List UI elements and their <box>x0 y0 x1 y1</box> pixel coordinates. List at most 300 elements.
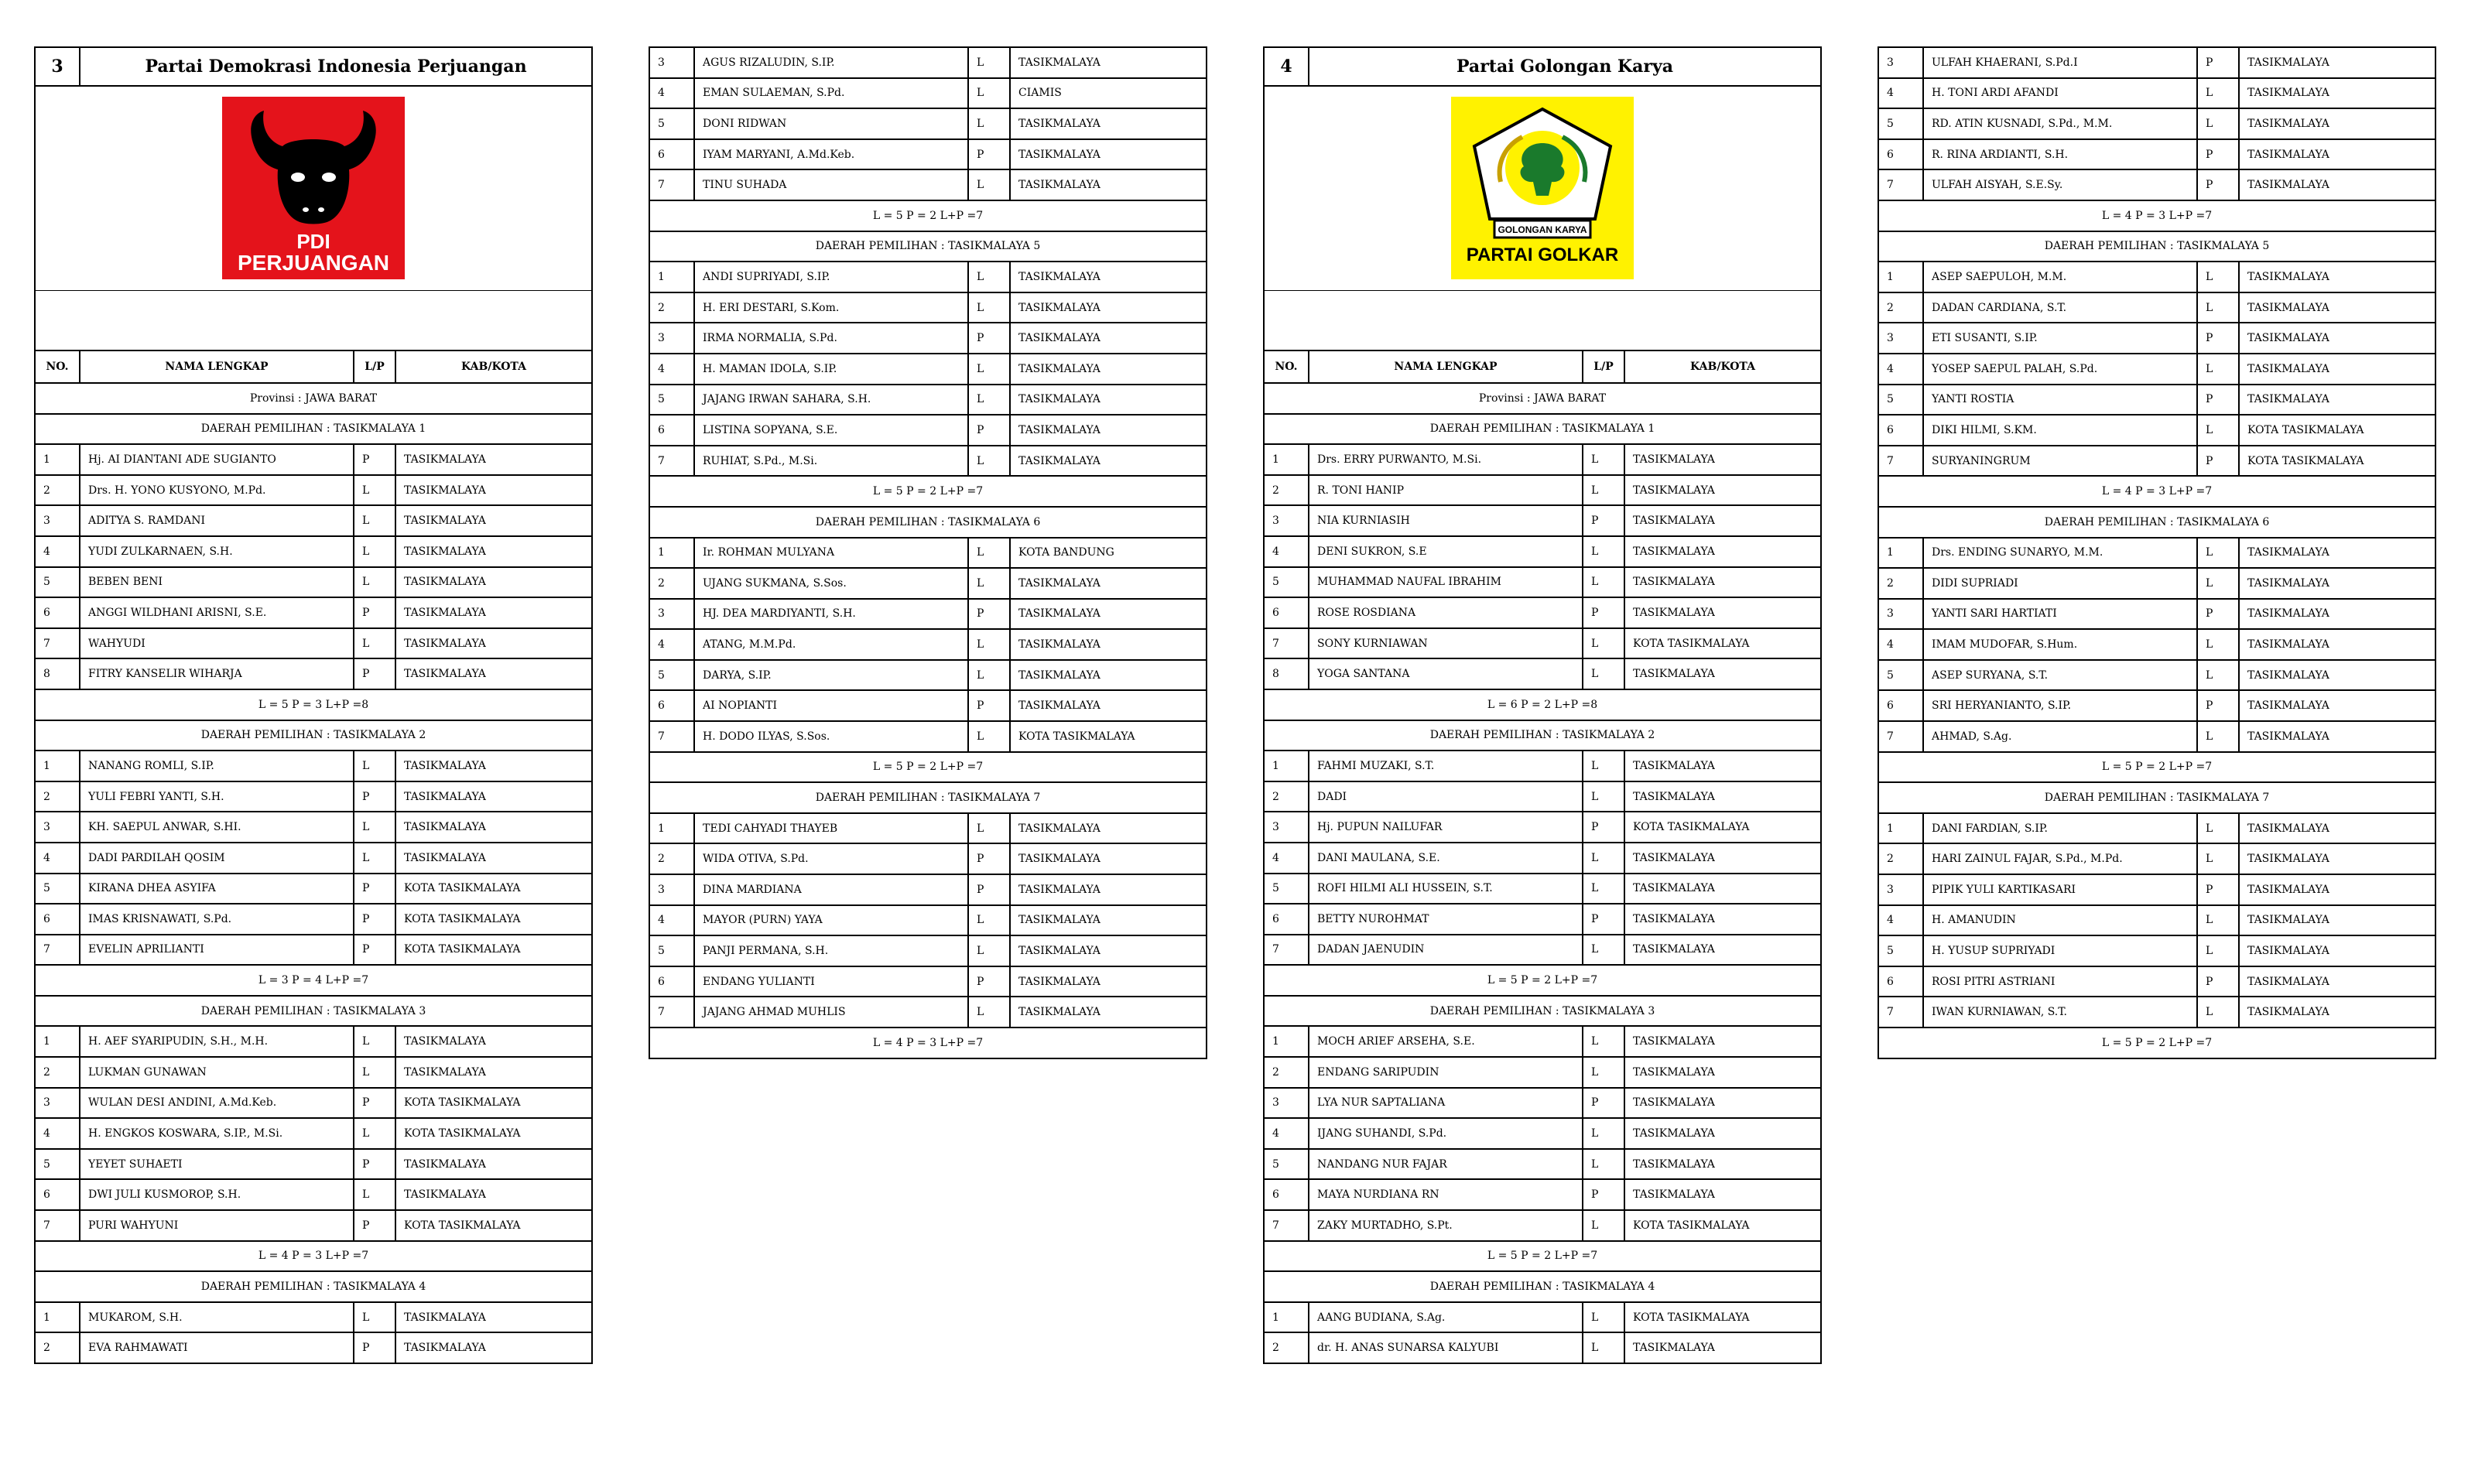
candidate-gender: P <box>1583 812 1624 843</box>
candidate-gender: P <box>968 139 1010 170</box>
candidate-gender: L <box>354 475 395 506</box>
candidate-region: KOTA TASIKMALAYA <box>395 1118 592 1149</box>
candidate-region: KOTA TASIKMALAYA <box>1624 628 1821 659</box>
candidate-number: 1 <box>1264 1302 1309 1333</box>
candidate-gender: P <box>1583 597 1624 628</box>
candidate-number: 2 <box>649 568 694 599</box>
candidate-region: TASIKMALAYA <box>395 781 592 812</box>
section-row <box>35 965 592 996</box>
candidate-gender: L <box>1583 1057 1624 1088</box>
candidate-name: DWI JULI KUSMOROP, S.H. <box>80 1179 354 1210</box>
candidate-gender: L <box>968 108 1010 139</box>
table-row <box>35 843 592 874</box>
candidate-name: DANI MAULANA, S.E. <box>1309 843 1583 874</box>
candidate-table <box>649 46 1207 1059</box>
candidate-number: 4 <box>649 354 694 385</box>
candidate-region: TASIKMALAYA <box>1010 660 1207 691</box>
candidate-region: TASIKMALAYA <box>1010 935 1207 966</box>
candidate-gender: L <box>1583 1210 1624 1241</box>
candidate-region: TASIKMALAYA <box>395 505 592 536</box>
section-label: DAERAH PEMILIHAN : TASIKMALAYA 2 <box>35 720 592 751</box>
candidate-gender: P <box>354 1210 395 1241</box>
candidate-number: 2 <box>35 475 80 506</box>
table-row <box>1264 1118 1821 1149</box>
candidate-number: 7 <box>35 628 80 659</box>
table-row <box>1878 568 2435 599</box>
candidate-gender: L <box>2197 78 2239 109</box>
candidate-region: TASIKMALAYA <box>2239 169 2435 200</box>
candidate-gender: P <box>968 843 1010 874</box>
table-row <box>649 139 1207 170</box>
candidate-gender: L <box>2197 905 2239 936</box>
candidate-number: 7 <box>35 935 80 966</box>
party-number: 3 <box>35 47 80 86</box>
candidate-region: TASIKMALAYA <box>2239 78 2435 109</box>
section-row <box>649 507 1207 538</box>
column-header: NAMA LENGKAP <box>1309 350 1583 383</box>
section-row <box>1264 996 1821 1027</box>
table-row <box>35 812 592 843</box>
candidate-number: 5 <box>35 1149 80 1180</box>
candidate-name: SONY KURNIAWAN <box>1309 628 1583 659</box>
table-row <box>35 751 592 781</box>
candidate-number: 3 <box>1878 874 1923 905</box>
candidate-region: KOTA TASIKMALAYA <box>395 874 592 904</box>
candidate-gender: P <box>354 1149 395 1180</box>
candidate-gender: L <box>968 568 1010 599</box>
candidate-number: 6 <box>1264 904 1309 935</box>
candidate-name: HJ. DEA MARDIYANTI, S.H. <box>694 599 968 630</box>
table-row <box>35 505 592 536</box>
candidate-name: LUKMAN GUNAWAN <box>80 1057 354 1088</box>
candidate-gender: L <box>1583 444 1624 475</box>
candidate-name: IYAM MARYANI, A.Md.Keb. <box>694 139 968 170</box>
section-row <box>1878 507 2435 538</box>
candidate-name: DIDI SUPRIADI <box>1923 568 2197 599</box>
candidate-gender: P <box>968 874 1010 905</box>
candidate-name: YEYET SUHAETI <box>80 1149 354 1180</box>
candidate-gender: L <box>968 997 1010 1028</box>
candidate-region: KOTA TASIKMALAYA <box>395 904 592 935</box>
candidate-gender: L <box>1583 751 1624 781</box>
candidate-number: 7 <box>649 169 694 200</box>
candidate-number: 7 <box>1878 721 1923 752</box>
candidate-gender: L <box>968 935 1010 966</box>
candidate-name: UJANG SUKMANA, S.Sos. <box>694 568 968 599</box>
candidate-name: DADI PARDILAH QOSIM <box>80 843 354 874</box>
candidate-number: 8 <box>1264 658 1309 689</box>
blank-row <box>1264 290 1821 350</box>
candidate-region: TASIKMALAYA <box>1010 568 1207 599</box>
candidate-number: 3 <box>1264 505 1309 536</box>
table-row <box>1878 935 2435 966</box>
table-row <box>649 323 1207 354</box>
candidate-name: MUKAROM, S.H. <box>80 1302 354 1333</box>
candidate-region: TASIKMALAYA <box>1010 323 1207 354</box>
section-label: DAERAH PEMILIHAN : TASIKMALAYA 6 <box>649 507 1207 538</box>
table-row <box>649 874 1207 905</box>
column-header-row <box>1264 350 1821 383</box>
candidate-number: 2 <box>1264 1332 1309 1363</box>
candidate-gender: P <box>354 597 395 628</box>
candidate-number: 1 <box>1264 444 1309 475</box>
section-label: L = 4 P = 3 L+P =7 <box>1878 476 2435 507</box>
candidate-gender: P <box>968 323 1010 354</box>
candidate-gender: L <box>354 628 395 659</box>
table-row <box>35 1179 592 1210</box>
table-row <box>1878 47 2435 78</box>
candidate-gender: L <box>354 751 395 781</box>
table-row <box>35 567 592 598</box>
candidate-region: TASIKMALAYA <box>1624 751 1821 781</box>
table-row <box>1264 1088 1821 1119</box>
candidate-name: WAHYUDI <box>80 628 354 659</box>
candidate-region: TASIKMALAYA <box>1624 781 1821 812</box>
section-label: L = 5 P = 3 L+P =8 <box>35 689 592 720</box>
candidate-number: 4 <box>1878 78 1923 109</box>
table-row <box>35 1088 592 1119</box>
candidate-number: 3 <box>1878 323 1923 354</box>
table-row <box>1878 292 2435 323</box>
table-row <box>1878 354 2435 385</box>
table-row <box>1264 628 1821 659</box>
candidate-name: MUHAMMAD NAUFAL IBRAHIM <box>1309 567 1583 598</box>
candidate-name: IMAS KRISNAWATI, S.Pd. <box>80 904 354 935</box>
candidate-number: 7 <box>649 997 694 1028</box>
candidate-gender: P <box>2197 169 2239 200</box>
candidate-name: H. MAMAN IDOLA, S.IP. <box>694 354 968 385</box>
candidate-name: YOSEP SAEPUL PALAH, S.Pd. <box>1923 354 2197 385</box>
section-label: Provinsi : JAWA BARAT <box>35 383 592 414</box>
candidate-region: TASIKMALAYA <box>2239 843 2435 874</box>
candidate-region: TASIKMALAYA <box>2239 108 2435 139</box>
candidate-name: DIKI HILMI, S.KM. <box>1923 415 2197 446</box>
section-label: L = 5 P = 2 L+P =7 <box>649 752 1207 783</box>
candidate-region: TASIKMALAYA <box>2239 47 2435 78</box>
candidate-number: 5 <box>1264 567 1309 598</box>
candidate-region: TASIKMALAYA <box>2239 629 2435 660</box>
table-row <box>649 385 1207 415</box>
candidate-gender: P <box>968 966 1010 997</box>
candidate-gender: L <box>1583 628 1624 659</box>
candidate-gender: L <box>1583 658 1624 689</box>
candidate-gender: L <box>968 47 1010 78</box>
candidate-name: R. TONI HANIP <box>1309 475 1583 506</box>
candidate-region: TASIKMALAYA <box>395 597 592 628</box>
table-row <box>649 292 1207 323</box>
candidate-region: TASIKMALAYA <box>2239 813 2435 844</box>
candidate-region: KOTA TASIKMALAYA <box>2239 446 2435 477</box>
table-row <box>649 108 1207 139</box>
table-row <box>649 599 1207 630</box>
candidate-region: TASIKMALAYA <box>395 475 592 506</box>
column-header: NO. <box>1264 350 1309 383</box>
candidate-number: 1 <box>35 1302 80 1333</box>
candidate-region: TASIKMALAYA <box>1624 536 1821 567</box>
candidate-region: TASIKMALAYA <box>1010 385 1207 415</box>
candidate-region: KOTA TASIKMALAYA <box>395 1210 592 1241</box>
section-row <box>35 996 592 1027</box>
candidate-table-column-1 <box>34 46 593 1364</box>
candidate-region: TASIKMALAYA <box>395 628 592 659</box>
candidate-region: TASIKMALAYA <box>1010 292 1207 323</box>
table-row <box>1264 1210 1821 1241</box>
candidate-name: DINA MARDIANA <box>694 874 968 905</box>
candidate-gender: P <box>968 690 1010 721</box>
candidate-name: RD. ATIN KUSNADI, S.Pd., M.M. <box>1923 108 2197 139</box>
candidate-number: 7 <box>35 1210 80 1241</box>
candidate-region: TASIKMALAYA <box>1010 108 1207 139</box>
candidate-region: TASIKMALAYA <box>1624 658 1821 689</box>
candidate-number: 4 <box>1264 843 1309 874</box>
candidate-region: TASIKMALAYA <box>395 751 592 781</box>
candidate-number: 5 <box>1878 108 1923 139</box>
candidate-gender: L <box>2197 935 2239 966</box>
candidate-region: TASIKMALAYA <box>395 812 592 843</box>
candidate-number: 2 <box>1264 781 1309 812</box>
candidate-region: TASIKMALAYA <box>395 536 592 567</box>
table-row <box>649 905 1207 936</box>
candidate-number: 3 <box>35 1088 80 1119</box>
candidate-name: ASEP SAEPULOH, M.M. <box>1923 262 2197 292</box>
candidate-name: TINU SUHADA <box>694 169 968 200</box>
candidate-region: TASIKMALAYA <box>2239 385 2435 415</box>
candidate-gender: L <box>1583 874 1624 904</box>
candidate-gender: L <box>968 385 1010 415</box>
candidate-number: 4 <box>35 536 80 567</box>
candidate-region: TASIKMALAYA <box>1624 904 1821 935</box>
pdip-logo <box>222 97 405 279</box>
candidate-name: DADAN JAENUDIN <box>1309 935 1583 966</box>
candidate-number: 4 <box>649 629 694 660</box>
candidate-name: Drs. ERRY PURWANTO, M.Si. <box>1309 444 1583 475</box>
candidate-region: TASIKMALAYA <box>395 444 592 475</box>
table-row <box>649 354 1207 385</box>
candidate-gender: P <box>2197 139 2239 170</box>
candidate-number: 1 <box>649 813 694 844</box>
candidate-name: H. DODO ILYAS, S.Sos. <box>694 721 968 752</box>
table-row <box>649 446 1207 477</box>
section-label: L = 5 P = 2 L+P =7 <box>649 200 1207 231</box>
table-row <box>1264 874 1821 904</box>
candidate-name: JAJANG AHMAD MUHLIS <box>694 997 968 1028</box>
candidate-region: TASIKMALAYA <box>1010 905 1207 936</box>
candidate-gender: L <box>2197 292 2239 323</box>
candidate-number: 4 <box>1264 536 1309 567</box>
table-row <box>649 538 1207 569</box>
candidate-number: 2 <box>1878 843 1923 874</box>
candidate-region: TASIKMALAYA <box>2239 721 2435 752</box>
candidate-number: 4 <box>35 843 80 874</box>
candidate-region: TASIKMALAYA <box>1010 446 1207 477</box>
section-label: DAERAH PEMILIHAN : TASIKMALAYA 5 <box>1878 231 2435 262</box>
candidate-gender: P <box>1583 1088 1624 1119</box>
candidate-name: ANDI SUPRIYADI, S.IP. <box>694 262 968 292</box>
section-label: DAERAH PEMILIHAN : TASIKMALAYA 1 <box>1264 414 1821 445</box>
candidate-name: MAYOR (PURN) YAYA <box>694 905 968 936</box>
section-label: L = 6 P = 2 L+P =8 <box>1264 689 1821 720</box>
candidate-name: WIDA OTIVA, S.Pd. <box>694 843 968 874</box>
table-row <box>35 628 592 659</box>
candidate-number: 3 <box>1878 47 1923 78</box>
candidate-gender: P <box>354 874 395 904</box>
candidate-number: 7 <box>1264 935 1309 966</box>
candidate-region: TASIKMALAYA <box>1624 1088 1821 1119</box>
candidate-table <box>34 46 593 1364</box>
candidate-name: IRMA NORMALIA, S.Pd. <box>694 323 968 354</box>
candidate-region: TASIKMALAYA <box>1010 966 1207 997</box>
candidate-gender: L <box>354 843 395 874</box>
candidate-number: 4 <box>1878 629 1923 660</box>
table-row <box>649 415 1207 446</box>
candidate-region: TASIKMALAYA <box>1624 843 1821 874</box>
candidate-gender: L <box>968 905 1010 936</box>
candidate-name: YUDI ZULKARNAEN, S.H. <box>80 536 354 567</box>
candidate-region: TASIKMALAYA <box>2239 997 2435 1028</box>
section-label: DAERAH PEMILIHAN : TASIKMALAYA 7 <box>649 782 1207 813</box>
section-row <box>1264 965 1821 996</box>
candidate-region: KOTA TASIKMALAYA <box>1624 1210 1821 1241</box>
candidate-gender: L <box>1583 781 1624 812</box>
candidate-region: TASIKMALAYA <box>1624 1118 1821 1149</box>
section-row <box>1878 782 2435 813</box>
candidate-region: TASIKMALAYA <box>1624 1057 1821 1088</box>
section-label: L = 5 P = 2 L+P =7 <box>1878 1028 2435 1058</box>
candidate-number: 1 <box>1264 751 1309 781</box>
candidate-gender: P <box>1583 1179 1624 1210</box>
candidate-name: Hj. AI DIANTANI ADE SUGIANTO <box>80 444 354 475</box>
candidate-region: TASIKMALAYA <box>1624 505 1821 536</box>
column-header: L/P <box>1583 350 1624 383</box>
table-row <box>35 536 592 567</box>
candidate-region: KOTA BANDUNG <box>1010 538 1207 569</box>
candidate-number: 6 <box>1878 966 1923 997</box>
section-row <box>35 1271 592 1302</box>
table-row <box>1264 1057 1821 1088</box>
table-row <box>1264 597 1821 628</box>
candidate-name: JAJANG IRWAN SAHARA, S.H. <box>694 385 968 415</box>
candidate-gender: L <box>2197 660 2239 691</box>
table-row <box>1264 1026 1821 1057</box>
candidate-gender: P <box>968 415 1010 446</box>
candidate-name: EMAN SULAEMAN, S.Pd. <box>694 78 968 109</box>
candidate-region: TASIKMALAYA <box>1010 47 1207 78</box>
candidate-region: TASIKMALAYA <box>2239 262 2435 292</box>
candidate-number: 3 <box>649 323 694 354</box>
candidate-region: TASIKMALAYA <box>1624 1179 1821 1210</box>
candidate-gender: L <box>2197 813 2239 844</box>
section-row <box>1878 752 2435 783</box>
candidate-number: 6 <box>1878 690 1923 721</box>
candidate-gender: L <box>968 721 1010 752</box>
logo-text: GOLONGAN KARYA <box>1498 224 1587 236</box>
candidate-name: NANDANG NUR FAJAR <box>1309 1149 1583 1180</box>
candidate-gender: L <box>1583 1026 1624 1057</box>
candidate-number: 1 <box>1878 538 1923 569</box>
candidate-name: H. ENGKOS KOSWARA, S.IP., M.Si. <box>80 1118 354 1149</box>
table-row <box>1878 446 2435 477</box>
section-row <box>1878 1028 2435 1058</box>
candidate-gender: L <box>968 169 1010 200</box>
candidate-name: FITRY KANSELIR WIHARJA <box>80 658 354 689</box>
candidate-region: TASIKMALAYA <box>1010 262 1207 292</box>
candidate-number: 6 <box>1878 139 1923 170</box>
candidate-gender: P <box>2197 323 2239 354</box>
candidate-region: TASIKMALAYA <box>1624 1332 1821 1363</box>
candidate-table <box>1263 46 1822 1364</box>
candidate-number: 7 <box>649 446 694 477</box>
table-row <box>1878 415 2435 446</box>
candidate-number: 6 <box>649 139 694 170</box>
candidate-number: 2 <box>35 1057 80 1088</box>
candidate-table <box>1878 46 2436 1059</box>
candidate-name: DENI SUKRON, S.E <box>1309 536 1583 567</box>
candidate-name: YANTI SARI HARTIATI <box>1923 599 2197 630</box>
candidate-number: 2 <box>35 1332 80 1363</box>
candidate-gender: L <box>968 262 1010 292</box>
section-row <box>1264 1241 1821 1272</box>
candidate-name: DANI FARDIAN, S.IP. <box>1923 813 2197 844</box>
table-row <box>1878 385 2435 415</box>
table-row <box>649 813 1207 844</box>
table-row <box>649 568 1207 599</box>
table-row <box>1878 721 2435 752</box>
candidate-gender: L <box>354 1179 395 1210</box>
table-row <box>1878 690 2435 721</box>
candidate-name: Hj. PUPUN NAILUFAR <box>1309 812 1583 843</box>
table-row <box>35 658 592 689</box>
candidate-gender: P <box>2197 690 2239 721</box>
candidate-region: TASIKMALAYA <box>395 658 592 689</box>
table-row <box>1878 139 2435 170</box>
section-row <box>35 1241 592 1272</box>
section-row <box>1264 689 1821 720</box>
candidate-gender: L <box>1583 1302 1624 1333</box>
table-row <box>1264 781 1821 812</box>
candidate-name: EVELIN APRILIANTI <box>80 935 354 966</box>
candidate-region: TASIKMALAYA <box>1010 599 1207 630</box>
party-name: Partai Golongan Karya <box>1309 47 1821 86</box>
candidate-number: 5 <box>1878 660 1923 691</box>
table-row <box>35 475 592 506</box>
table-row <box>1878 874 2435 905</box>
column-header: KAB/KOTA <box>1624 350 1821 383</box>
candidate-name: PIPIK YULI KARTIKASARI <box>1923 874 2197 905</box>
candidate-name: ETI SUSANTI, S.IP. <box>1923 323 2197 354</box>
candidate-gender: P <box>2197 385 2239 415</box>
table-row <box>35 1302 592 1333</box>
section-label: DAERAH PEMILIHAN : TASIKMALAYA 2 <box>1264 720 1821 751</box>
candidate-number: 4 <box>1264 1118 1309 1149</box>
section-label: DAERAH PEMILIHAN : TASIKMALAYA 3 <box>35 996 592 1027</box>
candidate-region: TASIKMALAYA <box>395 1149 592 1180</box>
section-label: L = 5 P = 2 L+P =7 <box>1878 752 2435 783</box>
candidate-region: TASIKMALAYA <box>2239 935 2435 966</box>
candidate-region: TASIKMALAYA <box>1010 690 1207 721</box>
section-row <box>1878 231 2435 262</box>
candidate-gender: P <box>1583 505 1624 536</box>
candidate-gender: P <box>354 444 395 475</box>
candidate-gender: P <box>2197 966 2239 997</box>
candidate-number: 3 <box>649 47 694 78</box>
candidate-number: 6 <box>35 597 80 628</box>
candidate-gender: L <box>354 567 395 598</box>
candidate-number: 4 <box>35 1118 80 1149</box>
candidate-gender: L <box>968 354 1010 385</box>
table-row <box>649 47 1207 78</box>
candidate-region: TASIKMALAYA <box>2239 874 2435 905</box>
candidate-name: Drs. ENDING SUNARYO, M.M. <box>1923 538 2197 569</box>
